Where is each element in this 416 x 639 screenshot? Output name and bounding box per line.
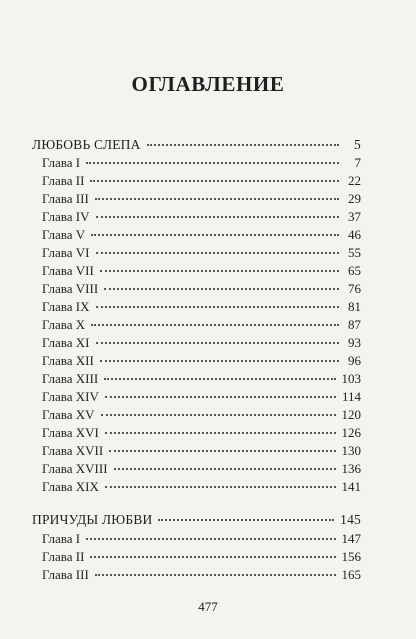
toc-chapter-row bbox=[42, 299, 361, 317]
toc-part-title: ПРИЧУДЫ ЛЮБВИ bbox=[32, 512, 153, 527]
dot-leader bbox=[96, 215, 340, 218]
toc-chapter-label: Глава XVI bbox=[42, 425, 99, 440]
toc-chapter-row bbox=[42, 371, 361, 389]
dot-leader bbox=[96, 305, 340, 308]
dot-leader bbox=[158, 518, 334, 521]
toc-chapter-row bbox=[42, 155, 361, 173]
toc-chapter-row bbox=[42, 353, 361, 371]
toc-page-number: 29 bbox=[348, 191, 361, 206]
toc-page-number: 22 bbox=[348, 173, 361, 188]
toc-chapter-label: Глава XIV bbox=[42, 389, 99, 404]
toc-chapter-label: Глава XVIII bbox=[42, 461, 108, 476]
toc-chapter-label: Глава IX bbox=[42, 299, 90, 314]
toc-chapter-row bbox=[42, 407, 361, 425]
toc-page-number: 65 bbox=[348, 263, 361, 278]
dot-leader bbox=[105, 431, 336, 434]
dot-leader bbox=[104, 287, 339, 290]
dot-leader bbox=[105, 395, 336, 398]
dot-leader bbox=[147, 143, 339, 146]
toc-page-number: 76 bbox=[348, 281, 361, 296]
dot-leader bbox=[114, 467, 336, 470]
toc-page-number: 165 bbox=[341, 567, 361, 582]
toc-chapter-label: Глава XI bbox=[42, 335, 90, 350]
toc-part-row bbox=[32, 512, 361, 530]
dot-leader bbox=[90, 179, 339, 182]
dot-leader bbox=[95, 573, 336, 576]
dot-leader bbox=[104, 377, 335, 380]
toc-page-number: 130 bbox=[341, 443, 361, 458]
dot-leader bbox=[91, 323, 339, 326]
toc-chapter-row bbox=[42, 335, 361, 353]
toc-chapter-label: Глава II bbox=[42, 549, 85, 564]
toc-chapter-row bbox=[42, 567, 361, 585]
toc-chapter-label: Глава XIX bbox=[42, 479, 99, 494]
toc-page-number: 114 bbox=[341, 389, 361, 404]
toc-chapter-label: Глава VIII bbox=[42, 281, 99, 296]
toc-part-row bbox=[32, 137, 361, 155]
toc-page-number: 156 bbox=[341, 549, 361, 564]
toc-chapter-label: Глава III bbox=[42, 567, 89, 582]
dot-leader bbox=[101, 413, 336, 416]
toc-chapter-label: Глава IV bbox=[42, 209, 90, 224]
toc-page-number: 87 bbox=[348, 317, 361, 332]
dot-leader bbox=[90, 555, 335, 558]
toc-page-number: 7 bbox=[354, 155, 361, 170]
dot-leader bbox=[95, 197, 339, 200]
toc-chapter-label: Глава XVII bbox=[42, 443, 104, 458]
toc-page-number: 141 bbox=[341, 479, 361, 494]
toc-title: ОГЛАВЛЕНИЕ bbox=[131, 72, 285, 96]
toc-chapter-row bbox=[42, 173, 361, 191]
dot-leader bbox=[105, 485, 336, 488]
dot-leader bbox=[86, 537, 335, 540]
toc-chapter-label: Глава II bbox=[42, 173, 85, 188]
toc-page-number: 147 bbox=[341, 531, 361, 546]
toc-chapter-row bbox=[42, 227, 361, 245]
toc-chapter-row bbox=[42, 531, 361, 549]
dot-leader bbox=[100, 359, 339, 362]
dot-leader bbox=[96, 251, 340, 254]
toc-page-number: 145 bbox=[340, 512, 361, 527]
toc-chapter-row bbox=[42, 549, 361, 567]
toc-chapter-label: Глава X bbox=[42, 317, 86, 332]
toc-chapter-row bbox=[42, 479, 361, 497]
dot-leader bbox=[100, 269, 339, 272]
page-number: 477 bbox=[198, 599, 218, 614]
toc-page-number: 120 bbox=[341, 407, 361, 422]
toc-chapter-row bbox=[42, 263, 361, 281]
toc-chapter-row bbox=[42, 461, 361, 479]
toc-page-number: 37 bbox=[348, 209, 361, 224]
toc-chapter-row bbox=[42, 425, 361, 443]
toc-chapter-label: Глава VI bbox=[42, 245, 90, 260]
toc-page-number: 126 bbox=[341, 425, 361, 440]
toc-page-number: 81 bbox=[348, 299, 361, 314]
toc-chapter-row bbox=[42, 191, 361, 209]
toc-page-number: 136 bbox=[341, 461, 361, 476]
dot-leader bbox=[91, 233, 339, 236]
toc-chapter-label: Глава I bbox=[42, 531, 81, 546]
dot-leader bbox=[86, 161, 339, 164]
toc-chapter-row bbox=[42, 281, 361, 299]
toc-chapter-row bbox=[42, 245, 361, 263]
dot-leader bbox=[109, 449, 335, 452]
toc-chapter-label: Глава VII bbox=[42, 263, 94, 278]
dot-leader bbox=[96, 341, 340, 344]
toc-page-number: 93 bbox=[348, 335, 361, 350]
toc-chapter-row bbox=[42, 443, 361, 461]
toc-chapter-label: Глава III bbox=[42, 191, 89, 206]
toc-page-number: 5 bbox=[354, 137, 361, 152]
toc-part-title: ЛЮБОВЬ СЛЕПА bbox=[32, 137, 141, 152]
toc-chapter-label: Глава XIII bbox=[42, 371, 99, 386]
toc-page-number: 55 bbox=[348, 245, 361, 260]
toc-chapter-label: Глава V bbox=[42, 227, 86, 242]
toc-chapter-row bbox=[42, 317, 361, 335]
toc-page-number: 96 bbox=[348, 353, 361, 368]
toc-chapter-label: Глава XV bbox=[42, 407, 95, 422]
toc-page-number: 103 bbox=[341, 371, 361, 386]
toc-chapter-row bbox=[42, 209, 361, 227]
toc-page-number: 46 bbox=[348, 227, 361, 242]
toc-chapter-label: Глава I bbox=[42, 155, 81, 170]
toc-chapter-label: Глава XII bbox=[42, 353, 94, 368]
toc-chapter-row bbox=[42, 389, 361, 407]
